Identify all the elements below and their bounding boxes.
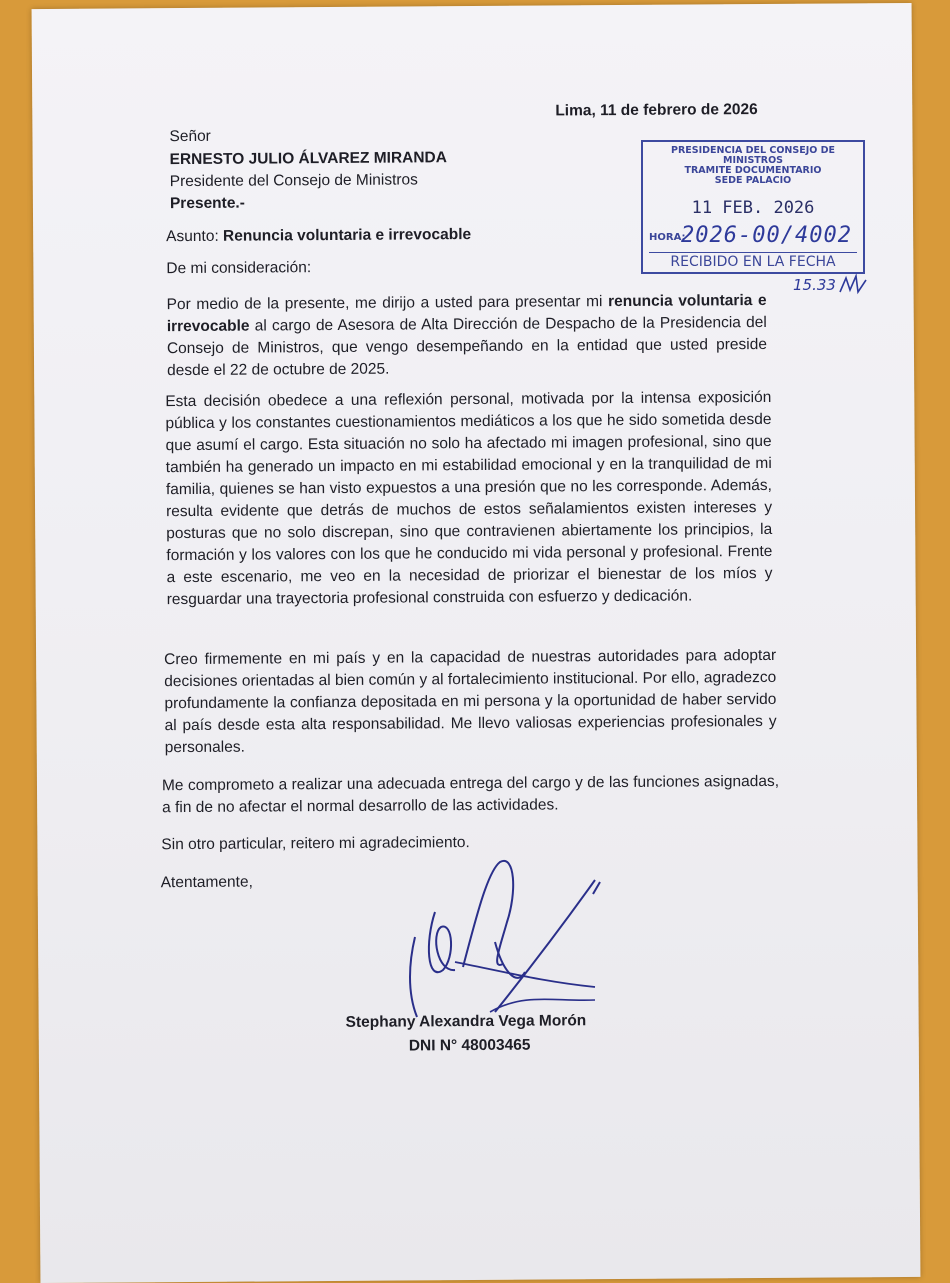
stamp-organization	[643, 146, 863, 186]
paragraph-5: Sin otro particular, reitero mi agradecimiento.	[161, 834, 470, 854]
p1-bold: renuncia voluntaria e irrevocable	[166, 291, 767, 336]
salutation-title: Señor	[169, 127, 211, 146]
p1-text-b: al cargo de Asesora de Alta Dirección de Despacho de la Presidencia del Consejo de Ministros, que vengo desempeñando en la entidad que usted preside desde el 22 de octubre de 2025.	[166, 313, 767, 380]
initials-scribble-icon	[838, 272, 870, 298]
paragraph-4: Me comprometo a realizar una adecuada entrega del cargo y de las funciones asignadas, a fin de no afectar el normal desarrollo de las actividades.	[161, 772, 780, 817]
stamp-org-line1: PRESIDENCIA DEL CONSEJO DE MINISTROS	[671, 145, 835, 166]
p1-text-a: Por medio de la presente, me dirijo a usted para presentar mi	[166, 293, 609, 314]
place-date: Lima, 11 de febrero de 2026	[555, 101, 758, 120]
stamp-org-line3: SEDE PALACIO	[714, 175, 792, 186]
stamp-registry-number: 2026-00/4002	[681, 223, 852, 248]
presente-line: Presente.-	[169, 194, 245, 213]
paragraph-2: Esta decisión obedece a una reflexión personal, motivada por la intensa exposición pública y los constantes cuestionamientos mediáticos a los que he sido sometida desde que asumí el cargo. Esta situación no solo ha afectado mi imagen profesional, sino que también ha generado un impacto en mi estabilidad emocional y en la tranquilidad de mi familia, quienes se han visto expuestos a una presión que no les corresponde. Además, resulta evidente que detrás de muchos de estos señalamientos existen intereses y posturas que no solo discrepan, sino que contravienen abiertamente los principios, la formación y los valores con los que he conducido mi vida personal y profesional. Frente a este escenario, me veo en la necesidad de priorizar el bienestar de los míos y resguardar una trayectoria profesional construida con esfuerzo y dedicación.	[165, 388, 773, 609]
greeting: De mi consideración:	[166, 259, 312, 278]
stamp-hora-label: HORA:	[649, 232, 686, 243]
subject-label: Asunto:	[166, 227, 219, 246]
stamp-org-line2: TRAMITE DOCUMENTARIO	[684, 165, 822, 176]
signer-name: Stephany Alexandra Vega Morón	[345, 1012, 587, 1031]
recipient-name: ERNESTO JULIO ÁLVAREZ MIRANDA	[169, 149, 447, 169]
paragraph-3: Creo firmemente en mi país y en la capacidad de nuestras autoridades para adoptar decisiones orientadas al bien común y al fortalecimiento institucional. Por ello, agradezco profundamente la confianza depositada en mi persona y la oportunidad de haber servido al país desde esta alta responsabilidad. Me llevo valiosas experiencias profesionales y personales.	[164, 646, 777, 757]
handwritten-time: 15.33	[793, 276, 836, 294]
stamp-received: RECIBIDO EN LA FECHA	[649, 252, 857, 271]
closing: Atentamente,	[160, 873, 253, 892]
signer-dni: DNI N° 48003465	[408, 1036, 531, 1055]
paragraph-1	[167, 290, 768, 382]
reception-stamp	[641, 140, 865, 274]
stamp-date: 11 FEB. 2026	[691, 198, 815, 218]
signature-icon	[395, 852, 615, 1032]
recipient-role: Presidente del Consejo de Ministros	[169, 171, 418, 191]
subject-value: Renuncia voluntaria e irrevocable	[222, 226, 472, 245]
subject-line	[166, 224, 471, 248]
